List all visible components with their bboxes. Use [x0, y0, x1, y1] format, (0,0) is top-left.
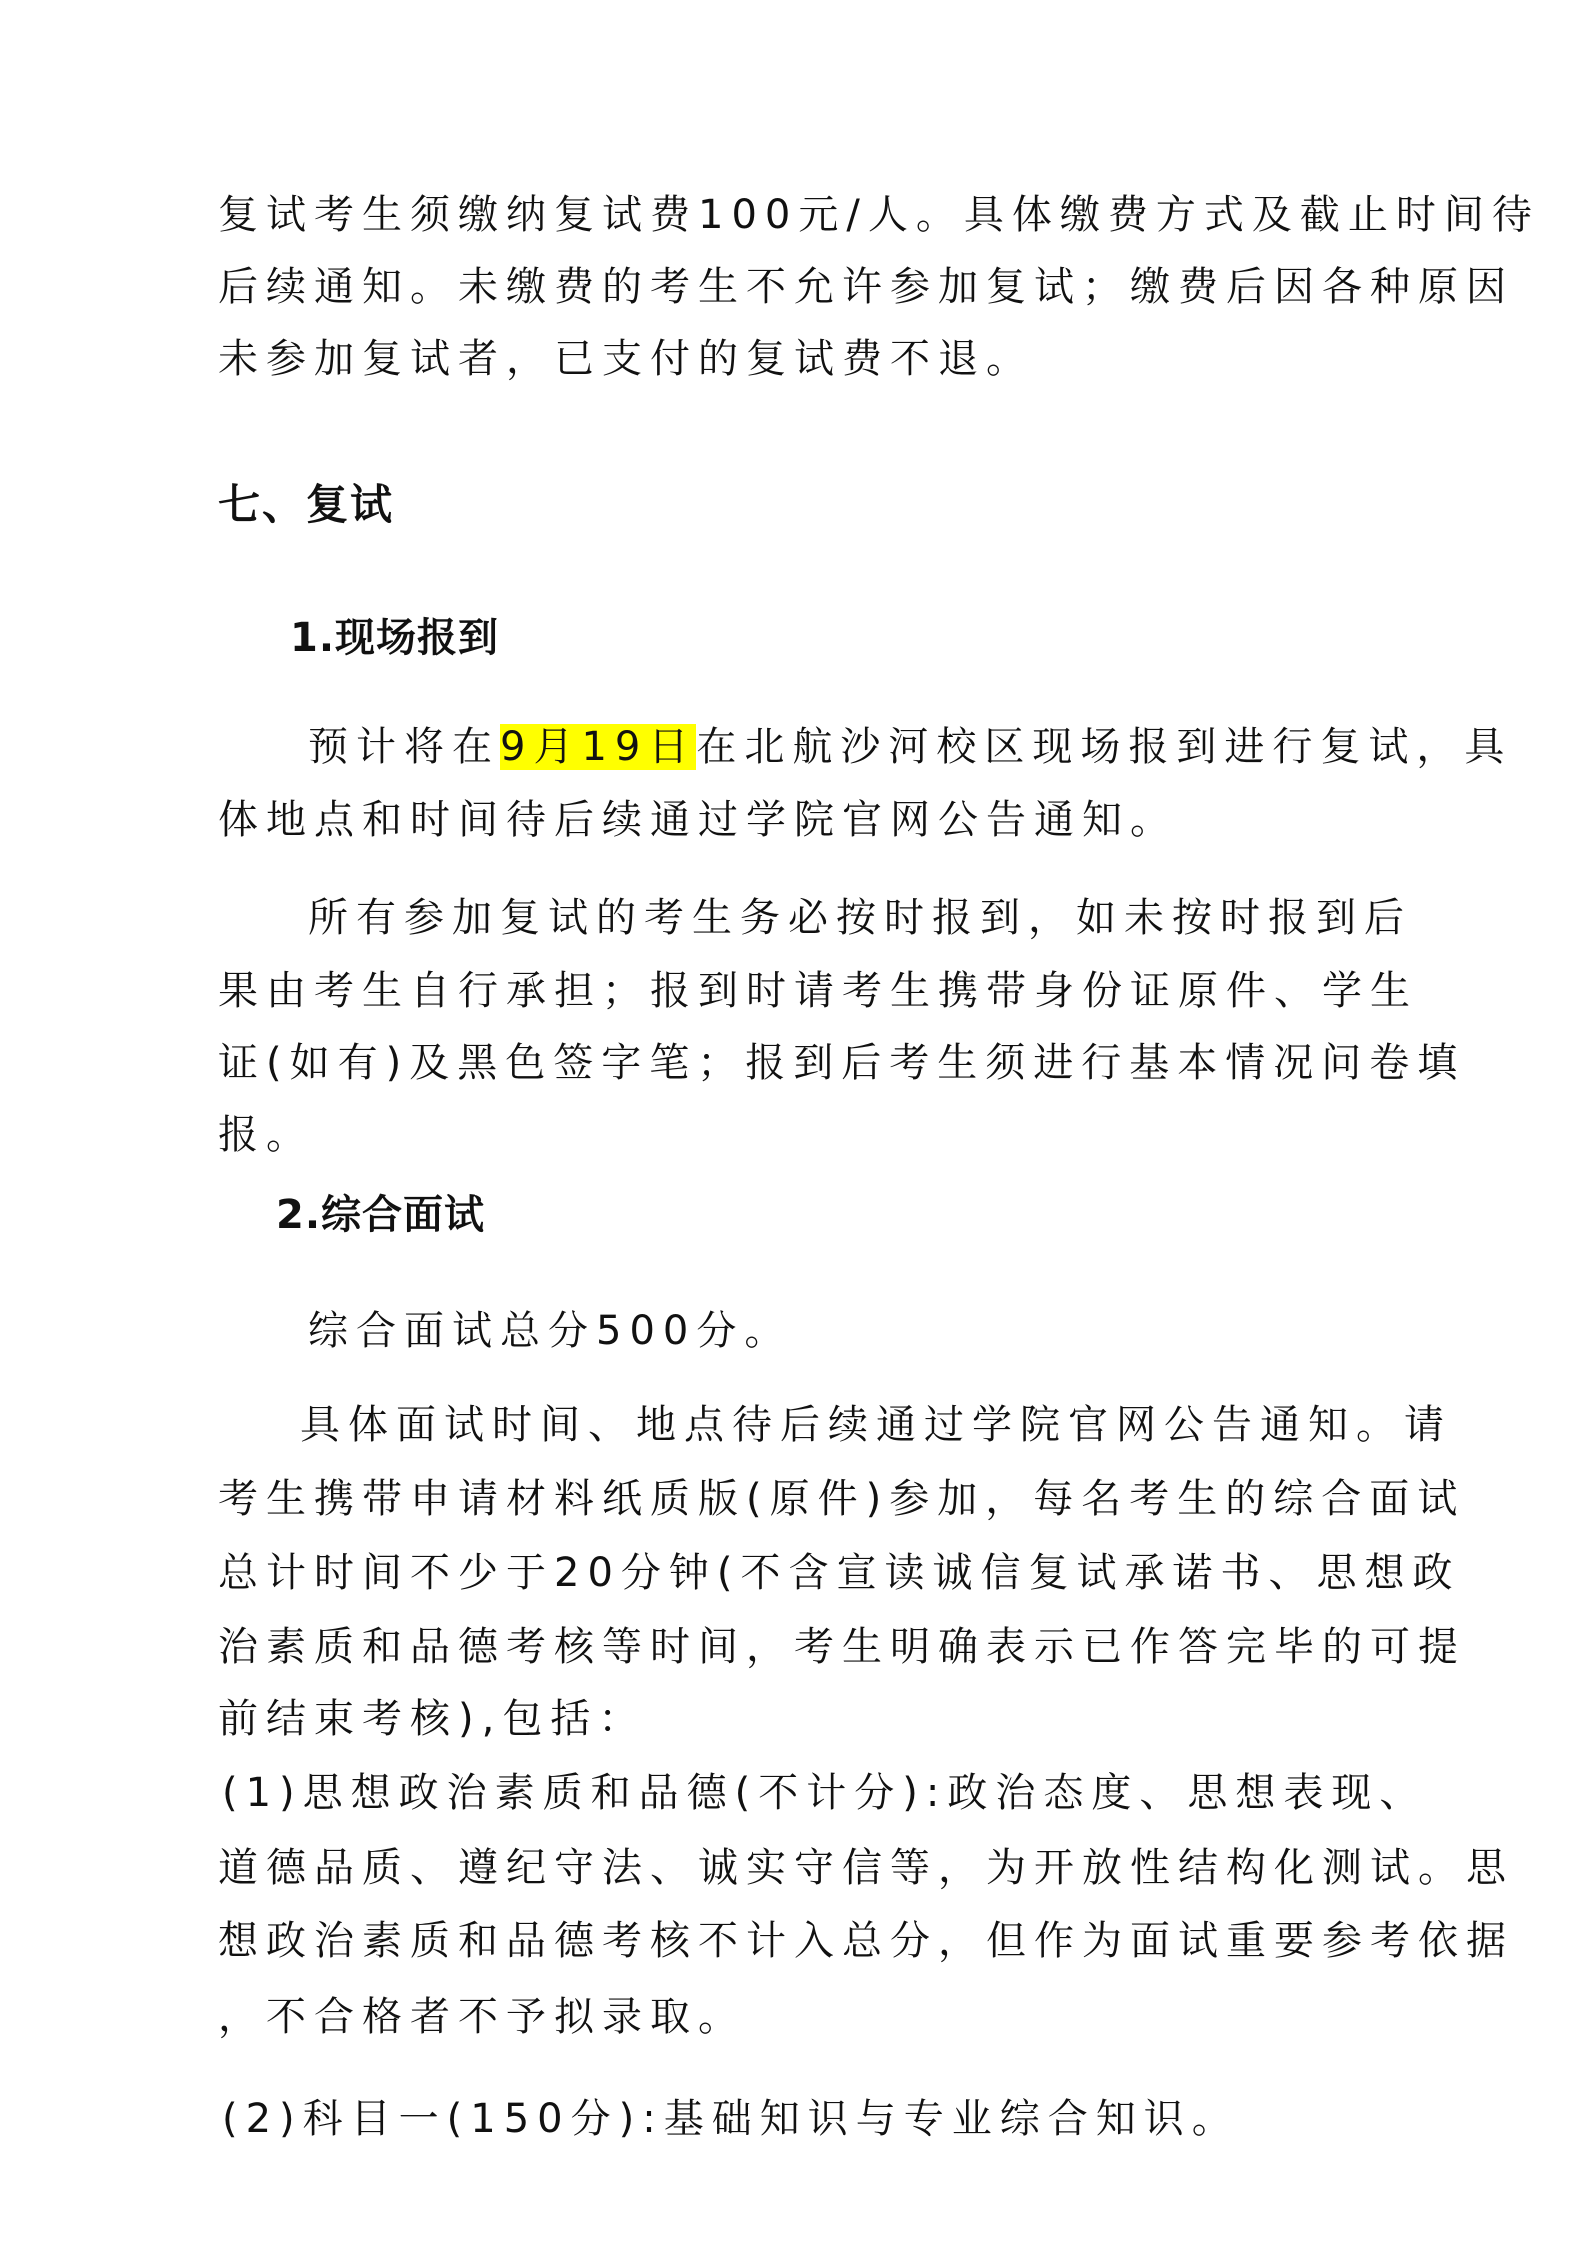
section-heading: 七、复试	[218, 480, 395, 529]
item-2-line-1: (2)科目一(150分):基础知识与专业综合知识。	[222, 2096, 1240, 2142]
attendance-paragraph-line-4: 报。	[218, 1112, 314, 1158]
attendance-paragraph-line-3: 证(如有)及黑色签字笔；报到后考生须进行基本情况问卷填	[218, 1040, 1466, 1086]
subheading-check-in: 1.现场报到	[290, 615, 500, 661]
highlighted-date: 9月19日	[500, 724, 697, 770]
interview-total-score: 综合面试总分500分。	[308, 1308, 793, 1354]
attendance-paragraph-line-2: 果由考生自行承担；报到时请考生携带身份证原件、学生	[218, 968, 1418, 1014]
item-1-line-4: ，不合格者不予拟录取。	[218, 1994, 746, 2040]
interview-paragraph-line-5: 前结束考核),包括：	[218, 1696, 647, 1742]
attendance-paragraph-line-1: 所有参加复试的考生务必按时报到，如未按时报到后	[308, 895, 1412, 941]
item-1-line-2: 道德品质、遵纪守法、诚实守信等，为开放性结构化测试。思	[218, 1845, 1514, 1891]
check-in-text-pre: 预计将在	[308, 724, 500, 770]
check-in-text-post: 在北航沙河校区现场报到进行复试，具	[696, 724, 1513, 770]
interview-paragraph-line-2: 考生携带申请材料纸质版(原件)参加，每名考生的综合面试	[218, 1476, 1466, 1522]
check-in-paragraph-line-1	[308, 722, 1512, 772]
fee-paragraph-line-1: 复试考生须缴纳复试费100元/人。具体缴费方式及截止时间待	[218, 192, 1540, 238]
fee-paragraph-line-3: 未参加复试者，已支付的复试费不退。	[218, 336, 1034, 382]
interview-paragraph-line-4: 治素质和品德考核等时间，考生明确表示已作答完毕的可提	[218, 1624, 1466, 1670]
interview-paragraph-line-3: 总计时间不少于20分钟(不含宣读诚信复试承诺书、思想政	[218, 1550, 1461, 1596]
subheading-interview: 2.综合面试	[276, 1192, 486, 1238]
item-1-line-3: 想政治素质和品德考核不计入总分，但作为面试重要参考依据	[218, 1918, 1514, 1964]
item-1-line-1: (1)思想政治素质和品德(不计分):政治态度、思想表现、	[222, 1770, 1428, 1816]
interview-paragraph-line-1: 具体面试时间、地点待后续通过学院官网公告通知。请	[300, 1402, 1452, 1448]
fee-paragraph-line-2: 后续通知。未缴费的考生不允许参加复试；缴费后因各种原因	[218, 264, 1514, 310]
check-in-paragraph-line-2: 体地点和时间待后续通过学院官网公告通知。	[218, 797, 1178, 843]
